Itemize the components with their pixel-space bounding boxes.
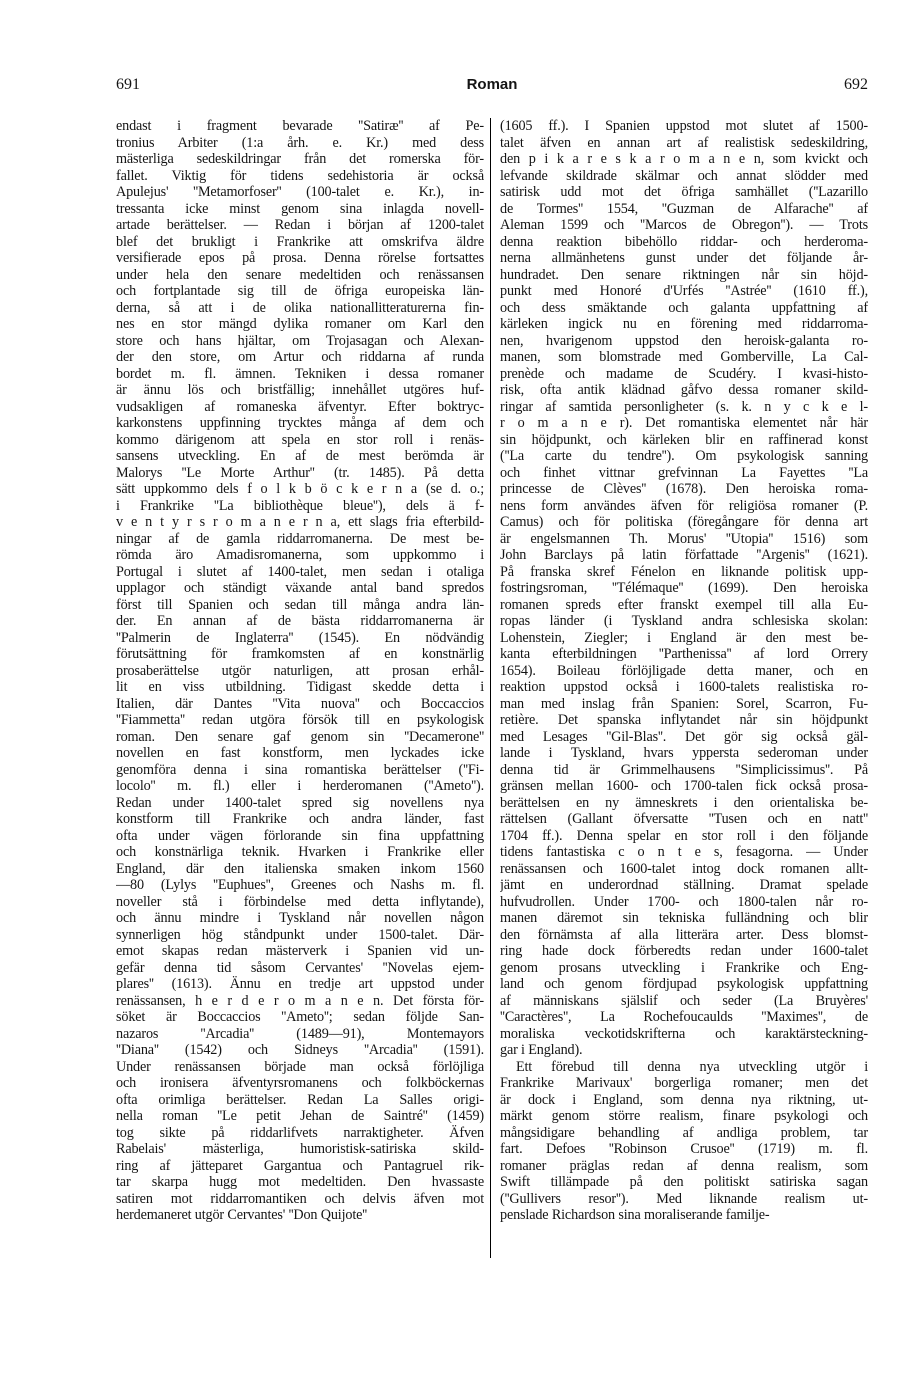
text-line: Italien, där Dantes ''Vita nuova'' och Boccaccios: [116, 695, 484, 712]
text-line: Redan under 1400-talet spred sig novellens nya: [116, 794, 484, 811]
text-line: ring af jätteparet Gargantua och Pantagruel rik-: [116, 1157, 484, 1174]
text-line: romanen spreds efter franskt exempel till alla Eu-: [500, 596, 868, 613]
text-line: och dess smäktande och galanta uppfattning af: [500, 299, 868, 316]
text-line: nen, hvarigenom uppstod den heroisk-galanta ro-: [500, 332, 868, 349]
text-line: tidens fantastiska c o n t e s, fesagorna. — Under: [500, 844, 868, 860]
text-line: ''Caractères'', La Rochefoucaulds ''Maximes'', de: [500, 1009, 868, 1025]
text-line: reaktion uppstod också i 1600-talets realistiska ro-: [500, 679, 868, 695]
text-line: märkt genom större realism, finare psykologi och: [500, 1108, 868, 1124]
text-line: fostringsroman, ''Télémaque'' (1699). Den heroiska: [500, 580, 868, 596]
text-line: karkonstens uppfinning trycktes många af dem och: [116, 415, 484, 431]
text-line: söket är Boccaccios ''Ameto''; sedan följde San-: [116, 1009, 484, 1025]
text-line: och konstnärliga teknik. Hvarken i Frankrike eller: [116, 844, 484, 860]
text-line: lit en viss utbildning. Tidigast skedde detta i: [116, 679, 484, 695]
text-line: hundradet. Den senare riktningen når sin höjd-: [500, 266, 868, 283]
running-title: Roman: [466, 76, 518, 93]
text-line: 1654). Boileau förlöjligade detta maner, och en: [500, 662, 868, 679]
text-line: —80 (Lylys ''Euphues'', Greenes och Nashs m. fl.: [116, 877, 484, 893]
text-line: retière. Det spanska inflytandet når sin höjdpunkt: [500, 712, 868, 728]
text-line: ningar af de gamla riddarromanerna. De mest be-: [116, 530, 484, 547]
text-line: endast i fragment bevarade ''Satiræ'' af Pe-: [116, 118, 484, 134]
page-header: [116, 76, 868, 96]
left-page-number: 691: [116, 76, 140, 93]
text-line: novellen en fast konstform, men lyckades icke: [116, 745, 484, 761]
text-line: är ännu lös och bristfällig; innehållet utgöres huf-: [116, 382, 484, 398]
text-line: och fortplantade sig till de öfriga europeiska län-: [116, 283, 484, 299]
text-line: i Frankrike ''La bibliothèque bleue''), dels ä f-: [116, 497, 484, 514]
text-line: penslade Richardson sina moraliserande familje-: [500, 1207, 770, 1223]
text-line: lefvande skildrade skälmar och annat slödder med: [500, 167, 868, 184]
text-line: tar skarpa hugg mot medeltiden. Den hvassaste: [116, 1174, 484, 1190]
text-line: punkt med Honoré d'Urfés ''Astrée'' (1610 ff.),: [500, 283, 868, 299]
text-line: sätt uppkommo dels f o l k b ö c k e r n a (se d. o.;: [116, 481, 484, 497]
text-line: ring hade dock förberedts redan under 1600-talet: [500, 943, 868, 959]
text-line: herdemaneret utgör Cervantes' ''Don Quijote'': [116, 1207, 368, 1223]
text-line: denna reaktion bibehöllo riddar- och herderoma-: [500, 233, 868, 250]
text-line: der den store, om Artur och riddarna af runda: [116, 349, 484, 365]
text-line: upplagor och ständigt växande antal band spredos: [116, 580, 484, 596]
text-line: ropas länder (i Tyskland andra schlesiska skolan:: [500, 613, 868, 629]
column-divider: [490, 118, 491, 1258]
right-page-number: 692: [844, 76, 868, 93]
text-line: den p i k a r e s k a r o m a n e n, som kvickt och: [500, 151, 868, 167]
text-line: versifierade epos på prosa. Denna rörelse fortsattes: [116, 250, 484, 266]
text-line: ofta under vägen förlorande sin fina uppfattning: [116, 827, 484, 844]
text-line: der. En annan af de bästa riddarromanerna är: [116, 613, 484, 629]
text-line: är engelsmannen Th. Morus' ''Utopia'' 1516) som: [500, 530, 868, 547]
text-line: Aleman 1599 och ''Marcos de Obregon''). — Trots: [500, 217, 868, 233]
text-line: kommo därigenom att spela en stor roll i renäs-: [116, 431, 484, 448]
text-line: först till Spanien och sedan till många andra län-: [116, 596, 484, 613]
text-line: Apulejus' ''Metamorfoser'' (100-talet e. Kr.), in-: [116, 184, 484, 200]
text-line: ringar af samtida personligheter (s. k. n y c k e l-: [500, 398, 868, 415]
text-line: nes en stor mängd dylika romaner om Karl den: [116, 316, 484, 332]
text-line: manen, som blomstrade med Gomberville, La Cal-: [500, 349, 868, 365]
text-line: Frankrike Marivaux' borgerliga romaner; men det: [500, 1075, 868, 1091]
text-line: man med inslag från Spanien: Sorel, Scarron, Fu-: [500, 695, 868, 712]
text-line: På franska skref Fénelon en liknande politisk upp-: [500, 563, 868, 580]
text-line: med Lesages ''Gil-Blas''. Det gör sig också gäl-: [500, 728, 868, 745]
text-line: nazaros ''Arcadia'' (1489—91), Montemayors: [116, 1025, 484, 1042]
text-line: (1605 ff.). I Spanien uppstod mot slutet af 1500-: [500, 118, 868, 134]
text-line: John Barclays på latin författade ''Argenis'' (1621).: [500, 547, 868, 563]
text-line: talet äfven en annan art af realistisk sedeskildring,: [500, 134, 868, 151]
text-line: blef det brukligt i Frankrike att omskrifva äldre: [116, 233, 484, 250]
text-line: plares'' (1613). Ännu en tredje art uppstod under: [116, 976, 484, 992]
text-line: land och genom fördjupad psykologisk uppfattning: [500, 976, 868, 992]
text-line: nens form användes äfven för religiösa romaner (P.: [500, 497, 868, 514]
text-line: renässansen, h e r d e r o m a n e n. Det första för-: [116, 992, 484, 1009]
text-line: Lohenstein, Ziegler; i England är den mest be-: [500, 629, 868, 646]
text-line: derna, så att i de olika nationallitteraturerna fin-: [116, 299, 484, 316]
text-line: prosaberättelse utgör naturligen, att prosan erhål-: [116, 662, 484, 679]
text-line: är dock i England, som denna nya riktning, ut-: [500, 1091, 868, 1108]
text-line: jämt en underordnad ställning. Dramat spelade: [500, 877, 868, 893]
text-line: nerna allmänhetens gunst under det följande år-: [500, 250, 868, 266]
text-line: och ännu mindre i Tyskland når novellen någon: [116, 910, 484, 926]
text-line: vudsakligen af romaneska äfventyr. Efter boktryc-: [116, 398, 484, 415]
text-line: emot skapas redan mästerverk i Spanien vid un-: [116, 943, 484, 959]
right-text-column: [500, 118, 868, 1224]
text-line: gefär denna tid såsom Cervantes' ''Novelas ejem-: [116, 959, 484, 976]
text-line: Malorys ''Le Morte Arthur'' (tr. 1485). På detta: [116, 464, 484, 481]
text-line: risk, ofta antik klädnad gåfvo dessa romaner skild-: [500, 382, 868, 398]
left-text-column: [116, 118, 484, 1224]
text-line: 1704 ff.). Denna spelar en stor roll i den följande: [500, 827, 868, 844]
text-line: (''La carte du tendre''). Om psykologisk sanning: [500, 448, 868, 464]
text-line: Portugal i slutet af 1400-talet, men sedan i otaliga: [116, 563, 484, 580]
text-line: prenède och madame de Scudéry. I kvasi-histo-: [500, 365, 868, 382]
text-line: kanta efterbildningen ''Parthenissa'' af lord Orrery: [500, 646, 868, 662]
text-line: tog sikte på riddarlifvets narraktigheter. Äfven: [116, 1124, 484, 1141]
text-line: tronius Arbiter (1:a årh. e. Kr.) med dess: [116, 134, 484, 151]
text-line: noveller stå i förbindelse med detta inflytande),: [116, 893, 484, 910]
text-line: sin höjdpunkt, och kärleken blir en raffinerad konst: [500, 431, 868, 448]
text-line: moraliska veckotidskrifterna och karaktärsteckning-: [500, 1025, 868, 1042]
text-line: römda äro Amadisromanerna, som uppkommo i: [116, 547, 484, 563]
text-line: Swift tillämpade på den politiskt satiriska sagan: [500, 1174, 868, 1190]
text-line: mästerliga sedeskildringar från det romerska för-: [116, 151, 484, 167]
text-line: v e n t y r s r o m a n e r n a, ett slags fria efterbild-: [116, 514, 484, 530]
text-line: nella roman ''Le petit Jehan de Saintré'' (1459): [116, 1108, 484, 1124]
text-line: manen däremot sin tekniska fulländning och blir: [500, 910, 868, 926]
text-line: Rabelais' mästerliga, humoristisk-satiriska skild-: [116, 1141, 484, 1157]
text-line: bordet m. fl. ämnen. Tekniken i dessa romaner: [116, 365, 484, 382]
text-line: sansens utveckling. En af de mest berömda är: [116, 448, 484, 464]
text-line: roman. Den senare gaf genom sin ''Decamerone'': [116, 728, 484, 745]
text-line: locolo'' m. fl.) eller i herderomanen (''Ameto'').: [116, 778, 484, 794]
text-line: mångsidigare behandling af andliga problem, tar: [500, 1124, 868, 1141]
text-line: ''Fiammetta'' redan utgöra försök till en psykologisk: [116, 712, 484, 728]
text-line: gar i England).: [500, 1042, 583, 1058]
text-line: ofta orimliga berättelser. Redan La Salles origi-: [116, 1091, 484, 1108]
text-line: konstform till Frankrike och andra länder, fast: [116, 811, 484, 827]
text-line: (''Gullivers resor''). Med liknande realism ut-: [500, 1190, 868, 1207]
text-line: af människans själslif och seder (La Bruyères': [500, 992, 868, 1009]
text-line: tressanta icke minst genom sina inlagda novell-: [116, 200, 484, 217]
text-line: berättelsen en ny ämneskrets i den orientaliska be-: [500, 794, 868, 811]
text-line: genom prosans utveckling i Frankrike och Eng-: [500, 959, 868, 976]
text-line: den förnämsta af alla litterära arter. Dess blomst-: [500, 926, 868, 943]
text-line: ''Diana'' (1542) och Sidneys ''Arcadia'' (1591).: [116, 1042, 484, 1058]
text-line: och finhet vittnar grefvinnan La Fayettes ''La: [500, 464, 868, 481]
text-line: och ironisera äfventyrsromanens och folkböckernas: [116, 1075, 484, 1091]
text-line: renässansen och 1600-talet intog dock romanen allt-: [500, 860, 868, 877]
text-line: lande i Tyskland, hvars yppersta sederoman under: [500, 745, 868, 761]
text-line: rättelsen (Gallant öfversatte ''Tusen och en natt'': [500, 811, 868, 827]
text-line: England, där den italienska smaken inkom 1560: [116, 860, 484, 877]
text-line: genomföra denna i sina romantiska berättelser (''Fi-: [116, 761, 484, 778]
text-line: satiren mot riddarromantiken och delvis äfven mot: [116, 1190, 484, 1207]
text-line: de Tormes'' 1554, ''Guzman de Alfarache'' af: [500, 200, 868, 217]
text-line: ''Palmerin de Inglaterra'' (1545). En nödvändig: [116, 629, 484, 646]
text-line: satirisk udd mot det öfriga samhället (''Lazarillo: [500, 184, 868, 200]
text-line: princesse de Clèves'' (1678). Den heroiska roma-: [500, 481, 868, 497]
text-line: r o m a n e r). Det romantiska elementet når här: [500, 415, 868, 431]
text-line: kärleken ingick nu en förening med riddarroma-: [500, 316, 868, 332]
text-line: Ett förebud till denna nya utveckling utgör i: [516, 1058, 868, 1075]
text-line: Camus) och för politiska (föregångare för denna art: [500, 514, 868, 530]
text-line: synnerligen hög ståndpunkt under 1500-talet. Där-: [116, 926, 484, 943]
text-line: förutsättning för framkomsten af en konstnärlig: [116, 646, 484, 662]
text-line: Under renässansen började man också förlöjliga: [116, 1058, 484, 1075]
text-line: under hela den senare medeltiden och renässansen: [116, 266, 484, 283]
text-line: denna tid är Grimmelhausens ''Simplicissimus''. På: [500, 761, 868, 778]
text-line: store och hans hjältar, om Trojasagan och Alexan-: [116, 332, 484, 349]
text-line: romaner präglas redan af denna realism, som: [500, 1157, 868, 1174]
text-line: artade berättelser. — Redan i början af 1200-talet: [116, 217, 484, 233]
text-line: fallet. Viktig för tidens sedehistoria är också: [116, 167, 484, 184]
text-line: gränsen mellan 1600- och 1700-talen fick också prosa-: [500, 778, 868, 794]
text-line: hufvudrollen. Under 1700- och 1800-talen når ro-: [500, 893, 868, 910]
text-line: fart. Defoes ''Robinson Crusoe'' (1719) m. fl.: [500, 1141, 868, 1157]
